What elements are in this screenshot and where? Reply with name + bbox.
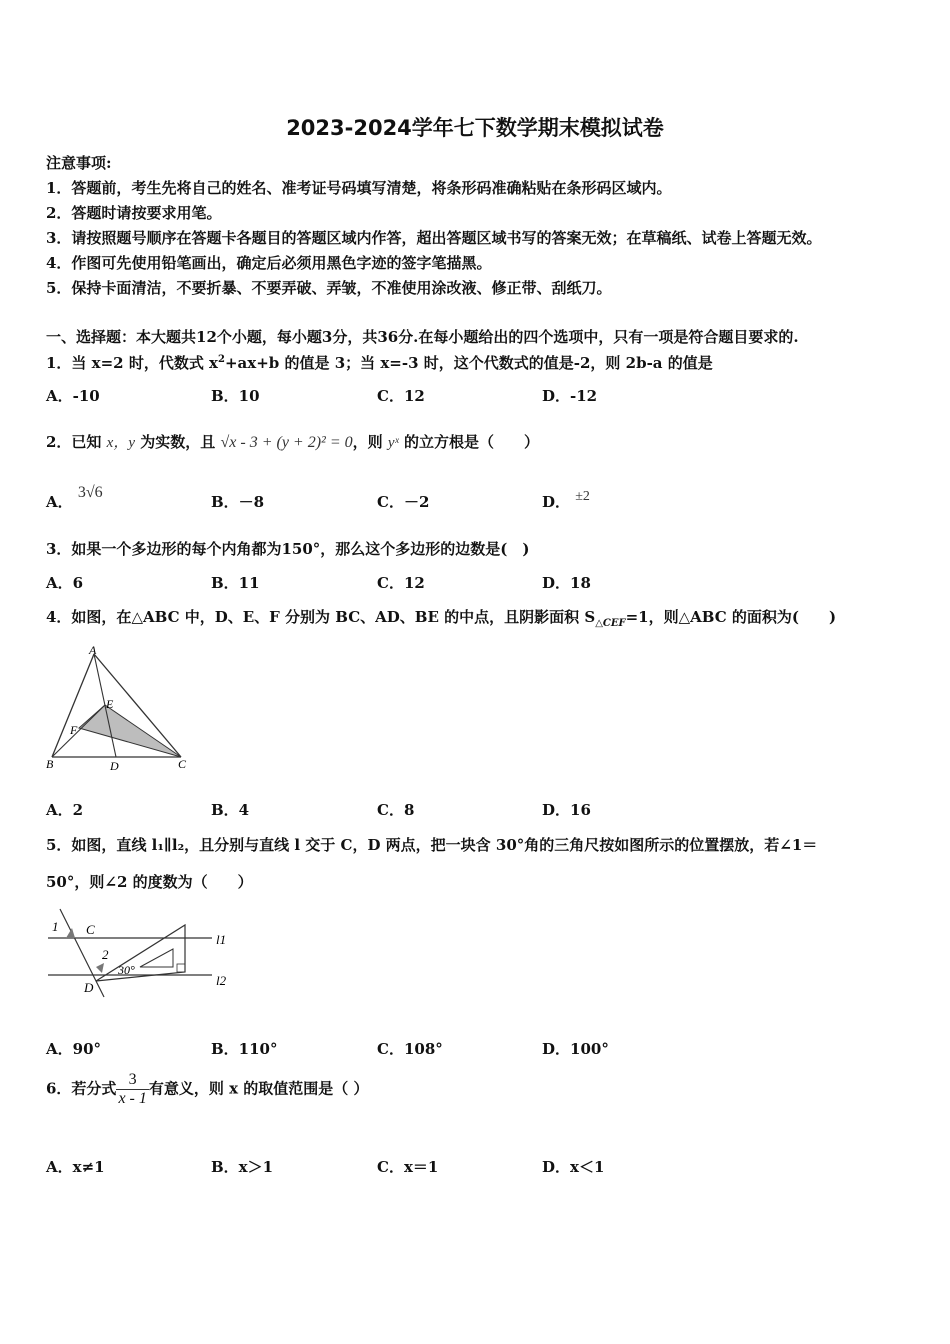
q5-label-l2: l2 <box>216 973 227 988</box>
q1-option-b[interactable]: B．10 <box>211 387 260 405</box>
q2-option-a-math: 3√6 <box>77 484 103 501</box>
q4-label-f: F <box>70 723 78 737</box>
q2-option-d-label: D． <box>542 493 571 511</box>
q2-option-a-label: A． <box>46 493 73 511</box>
q6-option-a[interactable]: A．x≠1 <box>46 1158 105 1176</box>
q5-ruler-inner <box>140 949 173 967</box>
q6-fraction <box>116 1071 148 1108</box>
q2-option-b[interactable]: B．－8 <box>211 493 265 511</box>
q5-label-2: 2 <box>102 947 109 962</box>
q3-option-a[interactable]: A．6 <box>46 574 84 592</box>
q5-label-30: 30° <box>118 963 135 977</box>
q4-option-b[interactable]: B．4 <box>211 801 250 819</box>
q5-option-a[interactable]: A．90° <box>46 1040 102 1058</box>
notice-item: 3．请按照题号顺序在答题卡各题目的答题区域内作答，超出答题区域书写的答案无效；在草稿纸、试卷上答题无效。 <box>46 229 822 247</box>
q4-text-a: 4．如图，在△ABC 中，D、E、F 分别为 BC、AD、BE 的中点，且阴影面积 S <box>46 608 596 626</box>
q4-label-a: A <box>89 644 97 657</box>
q1-text-a: 1．当 x=2 时，代数式 x <box>46 354 218 372</box>
q2-option-a[interactable] <box>46 484 103 512</box>
q4-label-d: D <box>110 759 119 773</box>
q5-figure <box>44 905 244 1000</box>
q1-sup: 2 <box>218 354 225 365</box>
notice-item: 1．答题前，考生先将自己的姓名、准考证号码填写清楚，将条形码准确粘贴在条形码区域内。 <box>46 179 672 197</box>
q5-label-1: 1 <box>52 919 59 934</box>
q5-option-d[interactable]: D．100° <box>542 1040 609 1058</box>
q6-prefix: 6．若分式 <box>46 1079 117 1098</box>
notice-item: 2．答题时请按要求用笔。 <box>46 204 222 222</box>
q2-expression: √x - 3 + (y + 2)² = 0 <box>220 434 353 451</box>
section-heading: 一、选择题：本大题共12个小题，每小题3分，共36分.在每小题给出的四个选项中，只有一项是符合题目要求的. <box>46 328 799 346</box>
q2-option-d[interactable] <box>542 491 590 512</box>
q4-label-c: C <box>178 757 187 771</box>
q4-option-a[interactable]: A．2 <box>46 801 84 819</box>
q5-label-d: D <box>84 980 94 995</box>
q1-option-a[interactable]: A．-10 <box>46 387 100 405</box>
q6-option-c[interactable]: C．x＝1 <box>377 1158 439 1176</box>
q5-triangle-ruler <box>96 925 185 981</box>
q5-label-c: C <box>86 922 95 937</box>
q3-option-d[interactable]: D．18 <box>542 574 591 592</box>
q2-yx: yˣ <box>387 435 399 451</box>
q6-suffix: 有意义，则 x 的取值范围是（ ） <box>148 1079 369 1098</box>
question-5-line-1: 5．如图，直线 l₁∥l₂，且分别与直线 l 交于 C，D 两点，把一块含 30°角的三角尺按如图所示的位置摆放，若∠1＝ <box>46 836 818 854</box>
q4-sub: △CEF <box>595 618 626 629</box>
q6-option-b[interactable]: B．x＞1 <box>211 1158 274 1176</box>
q4-shaded-triangle <box>79 705 181 757</box>
q2-mid: 为实数，且 <box>140 433 216 451</box>
notice-item: 4．作图可先使用铅笔画出，确定后必须用黑色字迹的签字笔描黑。 <box>46 254 492 272</box>
q5-angle-2-mark <box>96 963 104 973</box>
q4-option-d[interactable]: D．16 <box>542 801 591 819</box>
q5-option-b[interactable]: B．110° <box>211 1040 278 1058</box>
q2-then: ，则 <box>352 433 383 451</box>
q5-right-angle-mark <box>177 964 185 972</box>
q2-option-c[interactable]: C．－2 <box>377 493 430 511</box>
question-2 <box>46 431 539 452</box>
notice-heading: 注意事项: <box>46 154 112 172</box>
q5-option-c[interactable]: C．108° <box>377 1040 443 1058</box>
q4-label-b: B <box>46 757 54 771</box>
question-3: 3．如果一个多边形的每个内角都为150°，那么这个多边形的边数是( ) <box>46 540 530 558</box>
question-6 <box>46 1071 369 1108</box>
q2-vars: x，y <box>106 435 135 451</box>
q5-label-l1: l1 <box>216 932 227 947</box>
q3-option-c[interactable]: C．12 <box>377 574 425 592</box>
q4-side-ab <box>52 654 94 757</box>
q1-text-b: +ax+b 的值是 3；当 x=-3 时，这个代数式的值是-2，则 2b-a 的值是 <box>224 354 713 372</box>
q4-option-c[interactable]: C．8 <box>377 801 415 819</box>
notice-item: 5．保持卡面清洁，不要折暴、不要弄破、弄皱，不准使用涂改液、修正带、刮纸刀。 <box>46 279 612 297</box>
q5-line-l <box>60 909 104 997</box>
q3-option-b[interactable]: B．11 <box>211 574 260 592</box>
q6-numerator: 3 <box>116 1071 148 1090</box>
question-5-line-2: 50°，则∠2 的度数为（ ） <box>46 873 253 891</box>
q2-option-d-math: ±2 <box>575 489 590 504</box>
q4-label-e: E <box>106 697 114 711</box>
q1-option-d[interactable]: D．-12 <box>542 387 598 405</box>
q1-option-c[interactable]: C．12 <box>377 387 425 405</box>
page-title: 2023-2024学年七下数学期末模拟试卷 <box>286 116 664 140</box>
question-1 <box>46 352 713 373</box>
question-4 <box>46 606 836 629</box>
q4-figure <box>44 644 194 774</box>
q4-text-b: =1，则△ABC 的面积为( ) <box>625 608 837 626</box>
q2-prefix: 2．已知 <box>46 433 102 451</box>
q6-denominator: x - 1 <box>118 1090 147 1107</box>
q2-suffix: 的立方根是（ ） <box>404 433 540 451</box>
q6-option-d[interactable]: D．x＜1 <box>542 1158 605 1176</box>
